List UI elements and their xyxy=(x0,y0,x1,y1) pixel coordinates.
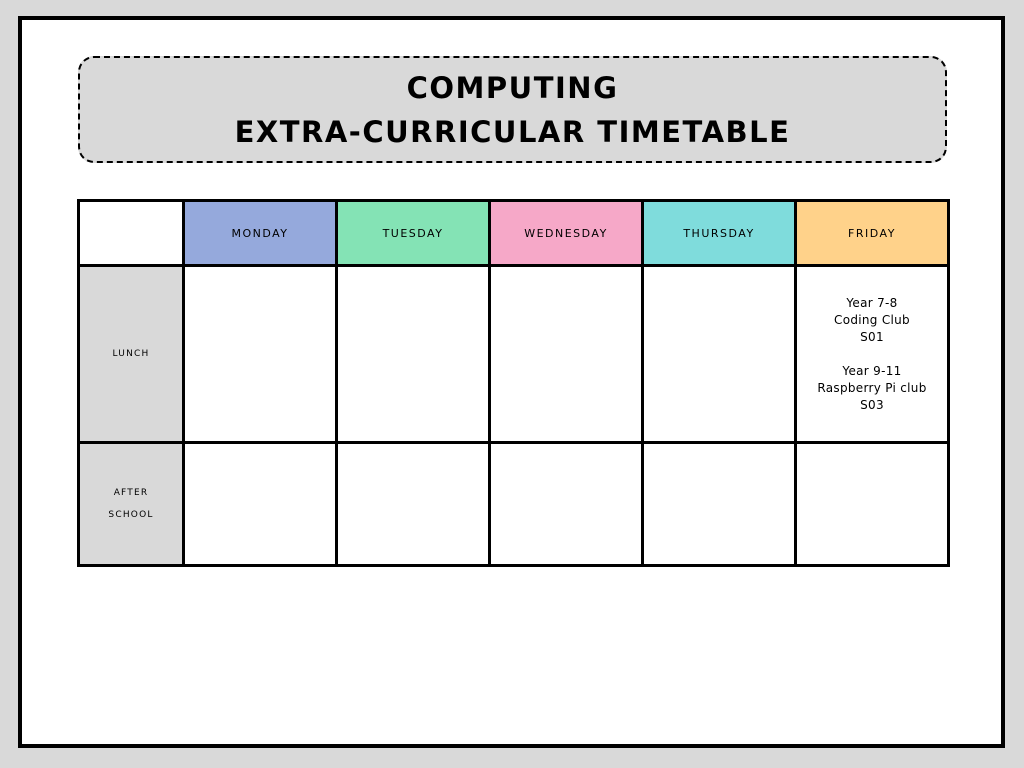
title-line-1: COMPUTING xyxy=(406,70,619,105)
cell-lunch-tuesday xyxy=(337,266,490,443)
day-header-wednesday: WEDNESDAY xyxy=(490,201,643,266)
activity-name: Coding Club xyxy=(834,312,910,327)
day-header-friday: FRIDAY xyxy=(796,201,949,266)
cell-lunch-monday xyxy=(184,266,337,443)
activity-entry xyxy=(797,363,947,414)
cell-after-thursday xyxy=(643,443,796,566)
row-label-after: AFTER xyxy=(113,488,149,498)
activity-year: Year 7-8 xyxy=(846,295,898,310)
activity-spacer xyxy=(797,346,947,363)
activity-name: Raspberry Pi club xyxy=(817,380,927,395)
cell-after-monday xyxy=(184,443,337,566)
activity-room: S01 xyxy=(860,329,884,344)
row-label-lunch: LUNCH xyxy=(79,266,184,443)
activity-year: Year 9-11 xyxy=(842,363,902,378)
row-label-school: SCHOOL xyxy=(108,510,154,520)
activity-entry xyxy=(797,295,947,346)
cell-lunch-wednesday xyxy=(490,266,643,443)
corner-cell xyxy=(79,201,184,266)
cell-after-tuesday xyxy=(337,443,490,566)
cell-after-wednesday xyxy=(490,443,643,566)
row-label-after-school xyxy=(79,443,184,566)
cell-lunch-thursday xyxy=(643,266,796,443)
title-line-2: EXTRA-CURRICULAR TIMETABLE xyxy=(234,114,791,149)
day-header-tuesday: TUESDAY xyxy=(337,201,490,266)
header-row xyxy=(79,201,949,266)
timetable-grid xyxy=(77,199,950,567)
cell-lunch-friday xyxy=(796,266,949,443)
lunch-row xyxy=(79,266,949,443)
cell-after-friday xyxy=(796,443,949,566)
after-school-row xyxy=(79,443,949,566)
title-banner xyxy=(78,56,947,163)
activity-room: S03 xyxy=(860,397,884,412)
day-header-thursday: THURSDAY xyxy=(643,201,796,266)
day-header-monday: MONDAY xyxy=(184,201,337,266)
